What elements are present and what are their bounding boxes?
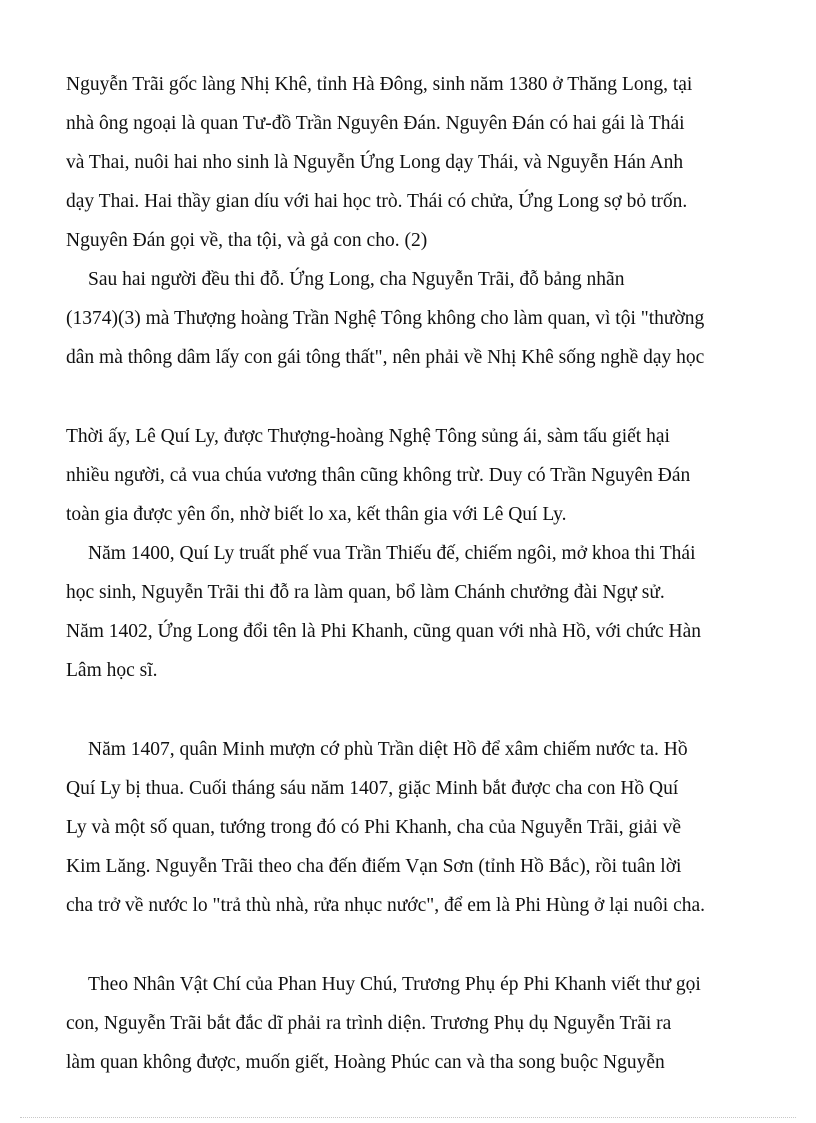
text-line: Năm 1400, Quí Ly truất phế vua Trần Thiếu đế, chiếm ngôi, mở khoa thi Thái bbox=[88, 543, 696, 564]
text-line: dạy Thai. Hai thầy gian díu với hai học trò. Thái có chửa, Ứng Long sợ bỏ trốn. bbox=[66, 191, 688, 212]
text-line: Theo Nhân Vật Chí của Phan Huy Chú, Trương Phụ ép Phi Khanh viết thư gọi bbox=[88, 974, 701, 995]
text-line: Quí Ly bị thua. Cuối tháng sáu năm 1407, giặc Minh bắt được cha con Hồ Quí bbox=[66, 778, 679, 799]
text-line: cha trở về nước lo "trả thù nhà, rửa nhục nước", để em là Phi Hùng ở lại nuôi cha. bbox=[66, 895, 706, 916]
text-line: Nguyễn Trãi gốc làng Nhị Khê, tỉnh Hà Đông, sinh năm 1380 ở Thăng Long, tại bbox=[66, 74, 693, 95]
text-line: Năm 1402, Ứng Long đổi tên là Phi Khanh, cũng quan với nhà Hồ, với chức Hàn bbox=[66, 621, 702, 642]
text-line: Ly và một số quan, tướng trong đó có Phi Khanh, cha của Nguyễn Trãi, giải về bbox=[66, 817, 682, 838]
text-line: dân mà thông dâm lấy con gái tông thất", nên phải về Nhị Khê sống nghề dạy học bbox=[66, 347, 705, 368]
text-line: toàn gia được yên ổn, nhờ biết lo xa, kết thân gia với Lê Quí Ly. bbox=[66, 504, 567, 525]
text-line: Nguyên Đán gọi về, tha tội, và gả con cho. (2) bbox=[66, 230, 428, 251]
text-line: Sau hai người đều thi đỗ. Ứng Long, cha Nguyễn Trãi, đỗ bảng nhãn bbox=[88, 269, 625, 290]
text-line: Thời ấy, Lê Quí Ly, được Thượng-hoàng Nghệ Tông sủng ái, sàm tấu giết hại bbox=[66, 426, 670, 447]
text-line: Kim Lăng. Nguyễn Trãi theo cha đến điếm Vạn Sơn (tỉnh Hồ Bắc), rồi tuân lời bbox=[66, 856, 682, 877]
text-line: nhà ông ngoại là quan Tư-đồ Trần Nguyên Đán. Nguyên Đán có hai gái là Thái bbox=[66, 113, 685, 134]
text-line: và Thai, nuôi hai nho sinh là Nguyễn Ứng Long dạy Thái, và Nguyễn Hán Anh bbox=[66, 152, 684, 173]
page-bottom-divider bbox=[20, 1117, 796, 1118]
text-line: làm quan không được, muốn giết, Hoàng Phúc can và tha song buộc Nguyễn bbox=[66, 1052, 665, 1073]
text-line: con, Nguyễn Trãi bắt đắc dĩ phải ra trình diện. Trương Phụ dụ Nguyễn Trãi ra bbox=[66, 1013, 672, 1034]
text-line: học sinh, Nguyễn Trãi thi đỗ ra làm quan, bổ làm Chánh chưởng đài Ngự sử. bbox=[66, 582, 665, 603]
text-line: Năm 1407, quân Minh mượn cớ phù Trần diệt Hồ để xâm chiếm nước ta. Hồ bbox=[88, 739, 688, 760]
text-line: (1374)(3) mà Thượng hoàng Trần Nghệ Tông không cho làm quan, vì tội "thường bbox=[66, 308, 705, 329]
text-line: nhiều người, cả vua chúa vương thân cũng không trừ. Duy có Trần Nguyên Đán bbox=[66, 465, 691, 486]
text-line: Lâm học sĩ. bbox=[66, 660, 158, 681]
